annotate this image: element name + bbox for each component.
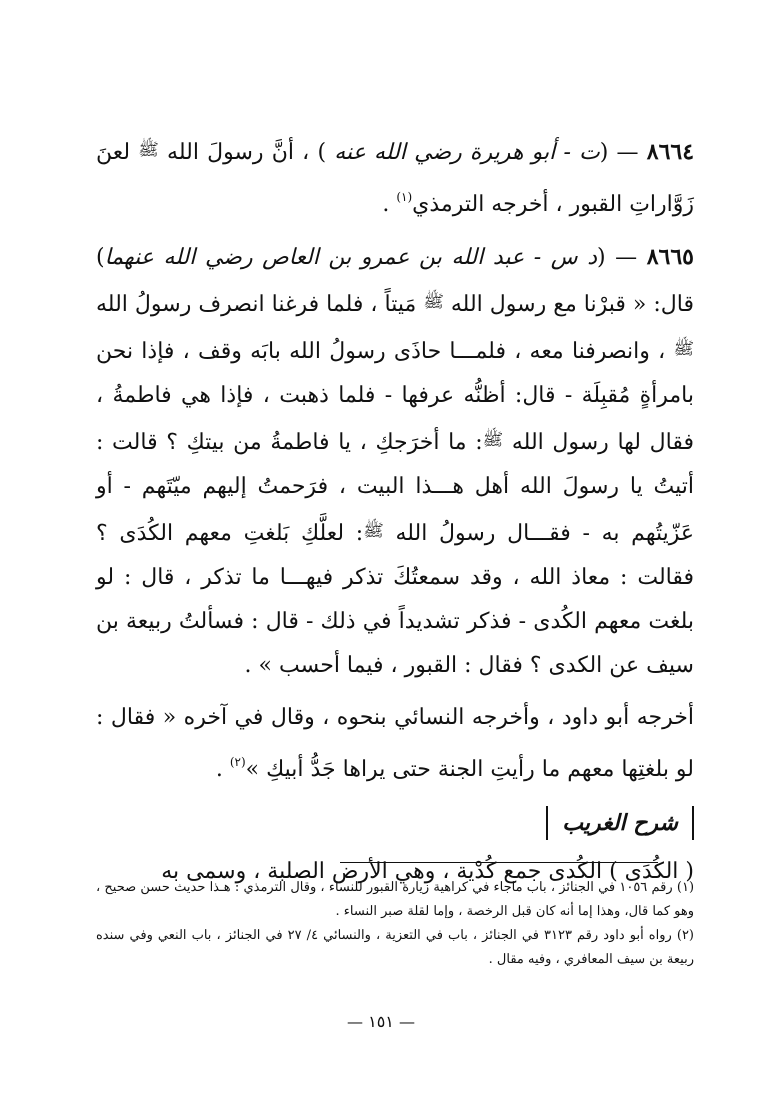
narrator: ت - أبو هريرة رضي الله عنه <box>334 140 600 165</box>
punctuation: . <box>215 757 230 782</box>
narrator: د س - عبد الله بن عمرو بن العاص رضي الله عنهما <box>104 245 598 270</box>
footnote-1: (١) رقم ١٠٥٦ في الجنائز ، باب ماجاء في كراهية زيارة القبور للنساء ، وقال الترمذي : هـذا حديث حسن صحيح ، وهو كما قال، وهذا إما أنه كان قبل الرخصة ، وإما لقلة صبر النساء . <box>96 880 695 919</box>
gharib-heading-row <box>96 802 694 846</box>
hadith-text: ) قال: <box>96 245 695 317</box>
hadith-8664 <box>96 128 694 227</box>
hadith-number: ٨٦٦٥ <box>646 244 694 270</box>
hadith-text: ) ، أنَّ رسولَ الله <box>167 140 327 165</box>
dash: — ( <box>597 245 647 270</box>
hadith-text: مَيتاً ، فلما فرغنا انصرف رسولُ الله <box>96 292 417 317</box>
salawat-symbol: ﷺ <box>363 521 384 541</box>
hadith-8665 <box>96 235 694 688</box>
hadith-text: « قبرْنا مع رسول الله <box>450 292 647 317</box>
salawat-symbol: ﷺ <box>673 339 694 359</box>
hadith-number: ٨٦٦٤ <box>646 139 695 165</box>
hadith-text: ، وانصرفنا معه ، فلمـــا حاذَى رسولُ الله بابَه وقف ، فإذا نحن بامرأةٍ مُقبِلَة - قال: أظنُّه عرفها - فلما ذهبت ، فإذا هي فاطمةُ ، فقال لها رسول الله <box>96 339 694 455</box>
gharib-heading: شرح الغريب <box>546 806 694 840</box>
page-number: — ١٥١ — <box>347 1012 415 1031</box>
punctuation: . <box>382 192 397 217</box>
footnote-ref-1[interactable]: (١) <box>396 190 413 204</box>
hadith-text: : لعلَّكِ بَلغتِ معهم الكُدَى ؟ فقالت : معاذ الله ، وقد سمعتُكَ تذكر فيهـــا ما تذكر ، قال : لو بلغت معهم الكُدى - فذكر تشديداً في ذلك - قال : فسألتُ ربيعة بن سيف عن الكدى ؟ فقال : القبور ، فيما أحسب » . <box>96 521 694 678</box>
footnote-2: (٢) رواه أبو داود رقم ٣١٢٣ في الجنائز ، باب في التعزية ، والنسائي ٤/ ٢٧ في الجنائز ، باب النعي وفي سنده ربيعة بن سيف المعافري ، وفيه مقال . <box>96 928 694 967</box>
takhrij-paragraph <box>96 696 694 792</box>
takhrij-text: أخرجه أبو داود ، وأخرجه النسائي بنحوه ، وقال في آخره « فقال : لو بلغتِها معهم ما رأيتِ الجنة حتى يراها جَدُّ أبيكِ » <box>96 705 694 782</box>
footnote-ref-2[interactable]: (٢) <box>229 755 246 769</box>
hadith-text: لعنَ زَوَّاراتِ القبور ، أخرجه الترمذي <box>96 140 694 217</box>
salawat-symbol: ﷺ <box>138 140 159 160</box>
hadith-text: : ما أخرَجكِ ، يا فاطمةُ من بيتكِ ؟ قالت : أتيتُ يا رسولَ الله أهل هـــذا البيت ، فرَحمتُ إليهم ميّتَهم - أو عَزّيتُهم به - فقـــال رسولُ الله <box>96 430 694 546</box>
gharib-text: ( الكُدَى ) الكُدى جمع كُدْية ، وهي الأرض الصلبة ، وسمى به <box>161 859 694 884</box>
salawat-symbol: ﷺ <box>423 292 444 312</box>
footnote-separator <box>340 862 658 863</box>
main-text <box>96 128 694 894</box>
dash: — ( <box>599 140 647 165</box>
footnotes <box>96 876 694 972</box>
salawat-symbol: ﷺ <box>482 430 504 450</box>
